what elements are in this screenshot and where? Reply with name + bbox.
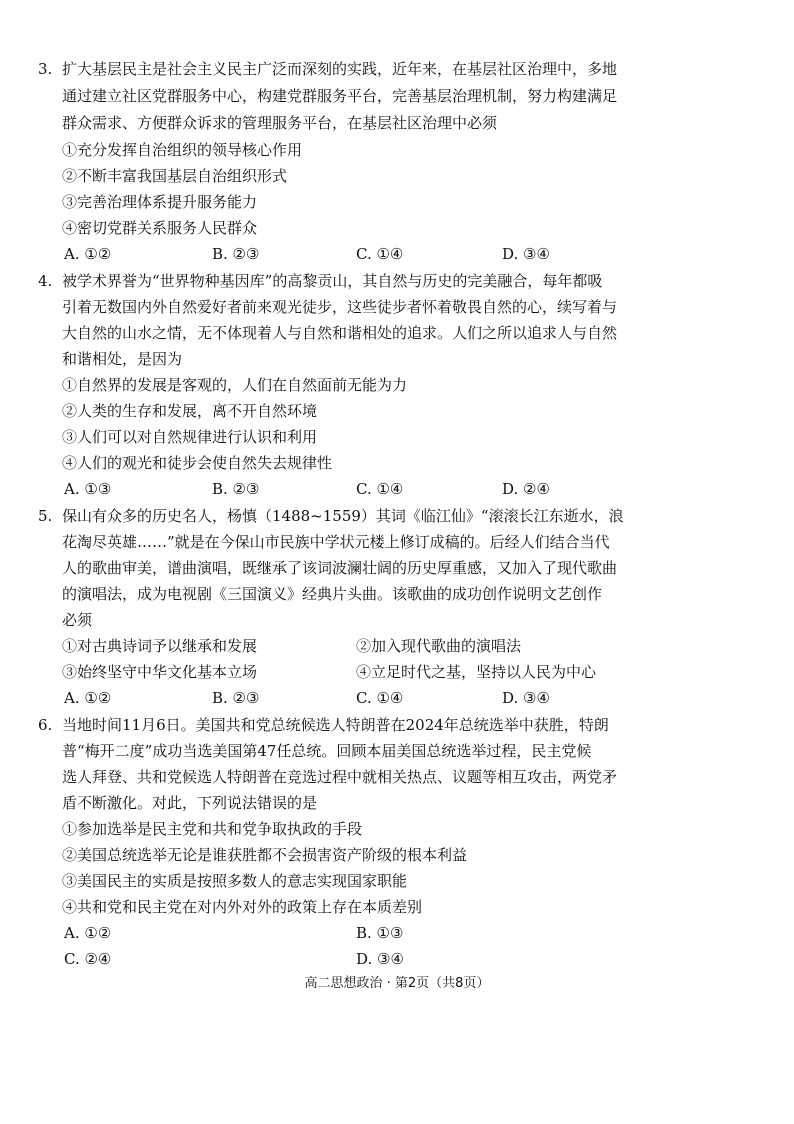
question-6-statement-3: ③美国民主的实质是按照多数人的意志实现国家职能 (62, 872, 408, 890)
question-6-option-a: A. ①② (64, 924, 112, 942)
question-5-statement-2: ②加入现代歌曲的演唱法 (356, 637, 522, 655)
question-5-option-d: D. ③④ (502, 689, 550, 707)
question-3-option-c: C. ①④ (356, 245, 404, 263)
question-5-statement-1: ①对古典诗词予以继承和发展 (62, 637, 258, 655)
question-6-stem-line-2: 普“梅开二度”成功当选美国第47任总统。回顾本届美国总统选举过程，民主党候 (62, 742, 592, 760)
question-5-stem-line-3: 人的歌曲审美，谱曲演唱，既继承了该词波澜壮阔的历史厚重感，又加入了现代歌曲 (62, 559, 618, 577)
question-5-stem-line-4: 的演唱法，成为电视剧《三国演义》经典片头曲。该歌曲的成功创作说明文艺创作 (62, 585, 603, 603)
question-3-number: 3. (38, 60, 53, 78)
question-3-option-a: A. ①② (64, 245, 112, 263)
question-6-number: 6. (38, 716, 53, 734)
question-4-stem-line-3: 大自然的山水之情，无不体现着人与自然和谐相处的追求。人们之所以追求人与自然 (62, 324, 618, 342)
question-4-statement-2: ②人类的生存和发展，离不开自然环境 (62, 402, 318, 420)
question-5-option-c: C. ①④ (356, 689, 404, 707)
question-3-statement-3: ③完善治理体系提升服务能力 (62, 193, 258, 211)
question-3-stem-line-3: 群众需求、方便群众诉求的管理服务平台，在基层社区治理中必须 (62, 114, 498, 132)
question-4-statement-1: ①自然界的发展是客观的，人们在自然面前无能为力 (62, 376, 408, 394)
page-footer: 高二思想政治 · 第2页（共8页） (304, 976, 490, 991)
question-3-option-d: D. ③④ (502, 245, 550, 263)
question-6-option-d: D. ③④ (356, 950, 404, 968)
question-4-stem-line-2: 引着无数国内外自然爱好者前来观光徒步，这些徒步者怀着敬畏自然的心，续写着与 (62, 298, 618, 316)
question-4-option-a: A. ①③ (64, 480, 112, 498)
question-4-statement-3: ③人们可以对自然规律进行认识和利用 (62, 428, 318, 446)
question-3-stem-line-2: 通过建立社区党群服务中心，构建党群服务平台，完善基层治理机制，努力构建满足 (62, 87, 618, 105)
question-6-stem-line-3: 选人拜登、共和党候选人特朗普在竞选过程中就相关热点、议题等相互攻击，两党矛 (62, 768, 618, 786)
question-6-statement-2: ②美国总统选举无论是谁获胜都不会损害资产阶级的根本利益 (62, 846, 468, 864)
question-6-option-c: C. ②④ (64, 950, 112, 968)
question-4-number: 4. (38, 272, 53, 290)
question-4-stem-line-4: 和谐相处，是因为 (62, 350, 183, 368)
question-3-statement-1: ①充分发挥自治组织的领导核心作用 (62, 141, 303, 159)
question-6-statement-4: ④共和党和民主党在对内外对外的政策上存在本质差别 (62, 898, 423, 916)
question-4-option-d: D. ②④ (502, 480, 550, 498)
question-5-stem-line-2: 花淘尽英雄……”就是在今保山市民族中学状元楼上修订成稿的。后经人们结合当代 (62, 533, 610, 551)
question-6-stem-line-1: 当地时间11月6日。美国共和党总统候选人特朗普在2024年总统选举中获胜，特朗 (62, 716, 609, 734)
question-6-option-b: B. ①③ (356, 924, 404, 942)
question-4-option-c: C. ①④ (356, 480, 404, 498)
question-4-option-b: B. ②③ (212, 480, 260, 498)
question-6-statement-1: ①参加选举是民主党和共和党争取执政的手段 (62, 820, 363, 838)
question-6-stem-line-4: 盾不断激化。对此，下列说法错误的是 (62, 794, 318, 812)
question-4-stem-line-1: 被学术界誉为“世界物种基因库”的高黎贡山，其自然与历史的完美融合，每年都吸 (62, 272, 603, 290)
question-5-stem-line-1: 保山有众多的历史名人，杨慎（1488~1559）其词《临江仙》“滚滚长江东逝水，浪 (62, 507, 624, 525)
question-3-option-b: B. ②③ (212, 245, 260, 263)
question-5-stem-line-5: 必须 (62, 611, 93, 629)
question-3-statement-4: ④密切党群关系服务人民群众 (62, 219, 258, 237)
question-5-number: 5. (38, 507, 53, 525)
question-5-option-a: A. ①② (64, 689, 112, 707)
question-3-stem-line-1: 扩大基层民主是社会主义民主广泛而深刻的实践，近年来，在基层社区治理中，多地 (62, 60, 618, 78)
question-5-option-b: B. ②③ (212, 689, 260, 707)
question-5-statement-3: ③始终坚守中华文化基本立场 (62, 663, 258, 681)
question-3-statement-2: ②不断丰富我国基层自治组织形式 (62, 167, 288, 185)
question-4-statement-4: ④人们的观光和徒步会使自然失去规律性 (62, 454, 333, 472)
question-5-statement-4: ④立足时代之基，坚持以人民为中心 (356, 663, 597, 681)
